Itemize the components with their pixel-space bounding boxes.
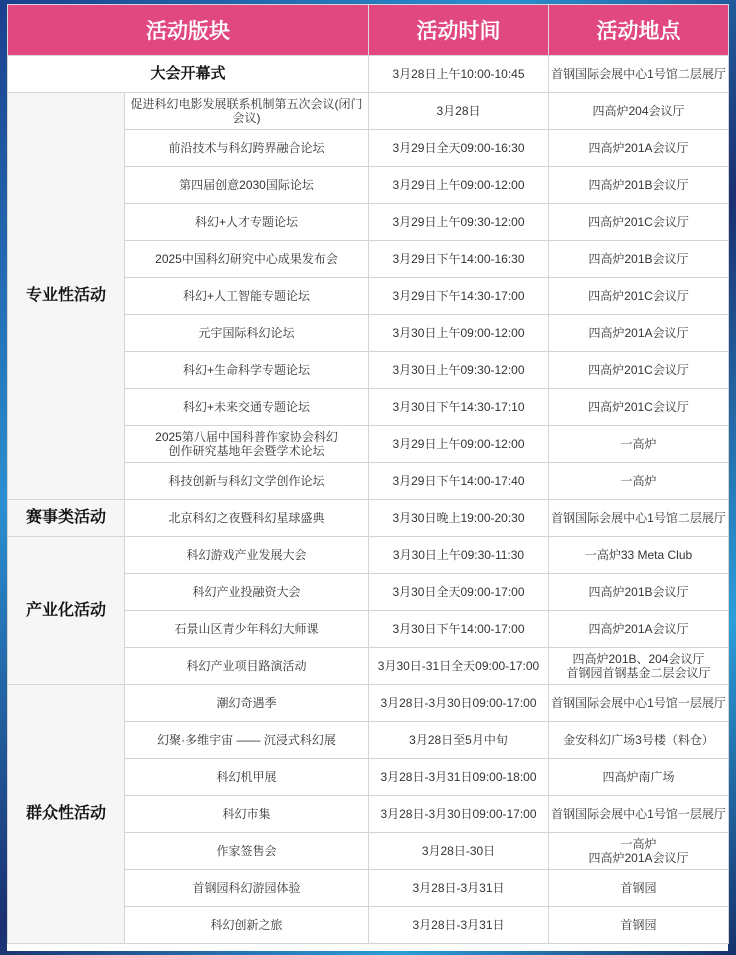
event-name: 科幻产业投融资大会 xyxy=(125,574,369,611)
event-name: 2025中国科幻研究中心成果发布会 xyxy=(125,241,369,278)
event-name: 第四届创意2030国际论坛 xyxy=(125,167,369,204)
event-place: 四高炉204会议厅 xyxy=(549,93,729,130)
event-name: 科幻市集 xyxy=(125,796,369,833)
table-body xyxy=(8,56,729,944)
event-place: 四高炉201B会议厅 xyxy=(549,574,729,611)
event-name: 前沿技术与科幻跨界融合论坛 xyxy=(125,130,369,167)
event-name: 科幻创新之旅 xyxy=(125,907,369,944)
event-time: 3月29日下午14:00-16:30 xyxy=(369,241,549,278)
event-time: 3月30日上午09:30-11:30 xyxy=(369,537,549,574)
event-time: 3月29日下午14:00-17:40 xyxy=(369,463,549,500)
schedule-frame xyxy=(7,4,728,951)
table-row xyxy=(8,537,729,574)
event-name: 2025第八届中国科普作家协会科幻 创作研究基地年会暨学术论坛 xyxy=(125,426,369,463)
event-place: 首钢国际会展中心1号馆一层展厅 xyxy=(549,685,729,722)
event-name: 科幻+人工智能专题论坛 xyxy=(125,278,369,315)
event-time: 3月29日上午09:00-12:00 xyxy=(369,167,549,204)
event-place: 首钢园 xyxy=(549,907,729,944)
event-place: 一高炉 xyxy=(549,463,729,500)
event-place: 首钢国际会展中心1号馆二层展厅 xyxy=(549,500,729,537)
event-time: 3月30日下午14:30-17:10 xyxy=(369,389,549,426)
event-time: 3月28日-30日 xyxy=(369,833,549,870)
event-time: 3月28日-3月31日09:00-18:00 xyxy=(369,759,549,796)
event-place: 四高炉201A会议厅 xyxy=(549,611,729,648)
event-name: 石景山区青少年科幻大师课 xyxy=(125,611,369,648)
table-row xyxy=(8,685,729,722)
category-label: 赛事类活动 xyxy=(8,500,125,537)
event-name: 作家签售会 xyxy=(125,833,369,870)
event-time: 3月29日上午09:30-12:00 xyxy=(369,204,549,241)
event-time: 3月30日上午09:00-12:00 xyxy=(369,315,549,352)
event-place: 四高炉201B会议厅 xyxy=(549,167,729,204)
event-name: 科幻+生命科学专题论坛 xyxy=(125,352,369,389)
event-time: 3月29日下午14:30-17:00 xyxy=(369,278,549,315)
event-place: 四高炉201C会议厅 xyxy=(549,352,729,389)
event-time: 3月30日晚上19:00-20:30 xyxy=(369,500,549,537)
event-place: 四高炉南广场 xyxy=(549,759,729,796)
event-place: 四高炉201C会议厅 xyxy=(549,204,729,241)
event-name: 科幻产业项目路演活动 xyxy=(125,648,369,685)
event-time: 3月28日至5月中旬 xyxy=(369,722,549,759)
event-place: 四高炉201C会议厅 xyxy=(549,278,729,315)
event-place: 一高炉 四高炉201A会议厅 xyxy=(549,833,729,870)
event-name: 潮幻奇遇季 xyxy=(125,685,369,722)
event-place: 四高炉201A会议厅 xyxy=(549,130,729,167)
category-label: 产业化活动 xyxy=(8,537,125,685)
event-name: 北京科幻之夜暨科幻星球盛典 xyxy=(125,500,369,537)
event-time: 3月30日上午09:30-12:00 xyxy=(369,352,549,389)
event-place: 四高炉201B、204会议厅 首钢园首钢基金二层会议厅 xyxy=(549,648,729,685)
opening-name: 大会开幕式 xyxy=(8,56,369,93)
event-time: 3月30日下午14:00-17:00 xyxy=(369,611,549,648)
event-place: 四高炉201A会议厅 xyxy=(549,315,729,352)
event-name: 科幻+未来交通专题论坛 xyxy=(125,389,369,426)
event-time: 3月28日-3月30日09:00-17:00 xyxy=(369,685,549,722)
header-time: 活动时间 xyxy=(369,5,549,56)
event-name: 幻聚·多维宇宙 —— 沉浸式科幻展 xyxy=(125,722,369,759)
event-name: 元宇国际科幻论坛 xyxy=(125,315,369,352)
header-location: 活动地点 xyxy=(549,5,729,56)
table-row xyxy=(8,500,729,537)
event-place: 四高炉201B会议厅 xyxy=(549,241,729,278)
event-name: 促进科幻电影发展联系机制第五次会议(闭门会议) xyxy=(125,93,369,130)
event-time: 3月29日全天09:00-16:30 xyxy=(369,130,549,167)
event-schedule-table xyxy=(7,4,729,944)
event-time: 3月28日-3月31日 xyxy=(369,907,549,944)
event-time: 3月28日-3月31日 xyxy=(369,870,549,907)
event-name: 科技创新与科幻文学创作论坛 xyxy=(125,463,369,500)
opening-place: 首钢国际会展中心1号馆二层展厅 xyxy=(549,56,729,93)
table-row xyxy=(8,93,729,130)
event-time: 3月30日全天09:00-17:00 xyxy=(369,574,549,611)
event-name: 科幻+人才专题论坛 xyxy=(125,204,369,241)
event-time: 3月30日-31日全天09:00-17:00 xyxy=(369,648,549,685)
event-place: 一高炉33 Meta Club xyxy=(549,537,729,574)
event-name: 首钢园科幻游园体验 xyxy=(125,870,369,907)
event-time: 3月28日-3月30日09:00-17:00 xyxy=(369,796,549,833)
event-time: 3月29日上午09:00-12:00 xyxy=(369,426,549,463)
event-name: 科幻机甲展 xyxy=(125,759,369,796)
table-header-row xyxy=(8,5,729,56)
event-time: 3月28日 xyxy=(369,93,549,130)
event-place: 首钢国际会展中心1号馆一层展厅 xyxy=(549,796,729,833)
header-section: 活动版块 xyxy=(8,5,369,56)
category-label: 专业性活动 xyxy=(8,93,125,500)
event-place: 一高炉 xyxy=(549,426,729,463)
event-place: 首钢园 xyxy=(549,870,729,907)
category-label: 群众性活动 xyxy=(8,685,125,944)
opening-time: 3月28日上午10:00-10:45 xyxy=(369,56,549,93)
event-place: 四高炉201C会议厅 xyxy=(549,389,729,426)
event-name: 科幻游戏产业发展大会 xyxy=(125,537,369,574)
table-row-opening xyxy=(8,56,729,93)
event-place: 金安科幻广场3号楼（料仓） xyxy=(549,722,729,759)
